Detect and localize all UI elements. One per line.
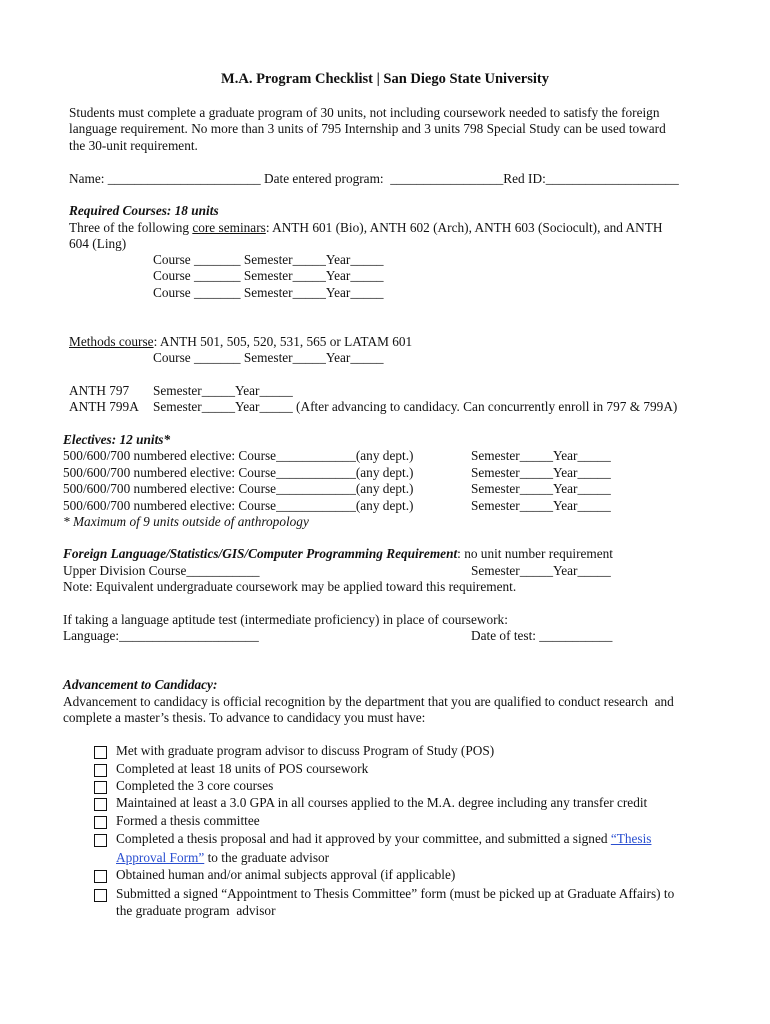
core-course-line[interactable]: Course _______ Semester_____Year_____ (153, 252, 384, 267)
elective-course-line[interactable]: 500/600/700 numbered elective: Course____________(any dept.) (63, 465, 414, 480)
required-heading: Required Courses: 18 units (69, 203, 219, 218)
thesis-approval-form-link[interactable]: “Thesis (610, 831, 652, 846)
elective-semester-line[interactable]: Semester_____Year_____ (471, 498, 611, 513)
checklist-item: Submitted a signed “Appointment to Thesis Committee” form (must be picked up at Graduate Affairs) to (116, 886, 675, 901)
checklist-item (116, 831, 651, 847)
methods-label: Methods course (69, 334, 154, 349)
checkbox[interactable] (94, 781, 107, 794)
candidacy-heading: Advancement to Candidacy: (63, 677, 218, 692)
checkbox[interactable] (94, 834, 107, 847)
elective-semester-line[interactable]: Semester_____Year_____ (471, 481, 611, 496)
anth-797-line[interactable]: Semester_____Year_____ (153, 383, 293, 398)
checklist-item: Maintained at least a 3.0 GPA in all courses applied to the M.A. degree including any transfer credit (116, 795, 648, 810)
elective-semester-line[interactable]: Semester_____Year_____ (471, 465, 611, 480)
checkbox[interactable] (94, 798, 107, 811)
methods-line (69, 334, 412, 350)
foreign-note: Note: Equivalent undergraduate coursework may be applied toward this requirement. (63, 579, 517, 594)
core-course-line[interactable]: Course _______ Semester_____Year_____ (153, 268, 384, 283)
electives-note: * Maximum of 9 units outside of anthropology (63, 514, 309, 529)
upper-division-semester-line[interactable]: Semester_____Year_____ (471, 563, 611, 578)
electives-heading: Electives: 12 units* (63, 432, 171, 447)
checkbox[interactable] (94, 816, 107, 829)
checklist-item-cont (116, 850, 329, 866)
anth-799a-line[interactable]: Semester_____Year_____ (After advancing to candidacy. Can concurrently enroll in 797 & 799A) (153, 399, 678, 414)
checklist-item: Obtained human and/or animal subjects approval (if applicable) (116, 867, 456, 882)
checkbox[interactable] (94, 870, 107, 883)
upper-division-line[interactable]: Upper Division Course___________ (63, 563, 260, 578)
thesis-approval-form-link[interactable]: Approval Form” (116, 850, 205, 865)
required-text-cont: : ANTH 601 (Bio), ANTH 602 (Arch), ANTH 603 (Sociocult), and ANTH (265, 220, 663, 235)
checklist-item-cont: the graduate program advisor (116, 903, 276, 918)
checklist-item: Met with graduate program advisor to discuss Program of Study (POS) (116, 743, 495, 758)
foreign-heading-note: : no unit number requirement (457, 546, 614, 561)
language-field-line[interactable]: Language:_____________________ (63, 628, 259, 643)
checklist-item: Completed at least 18 units of POS coursework (116, 761, 369, 776)
checkbox[interactable] (94, 889, 107, 902)
elective-course-line[interactable]: 500/600/700 numbered elective: Course____________(any dept.) (63, 498, 414, 513)
name-field-line[interactable]: Name: _______________________ Date entered program: _________________Red ID:____________________ (69, 171, 679, 186)
anth-797-code: ANTH 797 (69, 383, 130, 398)
foreign-heading-line (63, 546, 613, 562)
date-of-test-line[interactable]: Date of test: ___________ (471, 628, 613, 643)
elective-semester-line[interactable]: Semester_____Year_____ (471, 448, 611, 463)
checkbox[interactable] (94, 764, 107, 777)
checkbox[interactable] (94, 746, 107, 759)
candidacy-text-2: complete a master’s thesis. To advance to candidacy you must have: (63, 710, 426, 725)
required-line-1 (69, 220, 662, 236)
methods-course-line[interactable]: Course _______ Semester_____Year_____ (153, 350, 384, 365)
intro-line-3: the 30-unit requirement. (69, 138, 198, 153)
required-line-2: 604 (Ling) (69, 236, 127, 251)
aptitude-intro: If taking a language aptitude test (intermediate proficiency) in place of coursework: (63, 612, 508, 627)
checklist-item: Completed the 3 core courses (116, 778, 274, 793)
foreign-heading: Foreign Language/Statistics/GIS/Computer Programming Requirement (63, 546, 458, 561)
checklist-item-text: to the graduate advisor (204, 850, 330, 865)
intro-line-2: language requirement. No more than 3 units of 795 Internship and 3 units 798 Special Study can be used toward (69, 121, 666, 136)
elective-course-line[interactable]: 500/600/700 numbered elective: Course____________(any dept.) (63, 481, 414, 496)
core-seminars-text: core seminars (192, 220, 266, 235)
anth-799a-code: ANTH 799A (69, 399, 139, 414)
core-course-line[interactable]: Course _______ Semester_____Year_____ (153, 285, 384, 300)
page-title: M.A. Program Checklist | San Diego State University (221, 71, 549, 87)
checklist-item: Formed a thesis committee (116, 813, 260, 828)
required-text: Three of the following (69, 220, 193, 235)
checklist-item-text: Completed a thesis proposal and had it approved by your committee, and submitted a signed (116, 831, 611, 846)
methods-text: : ANTH 501, 505, 520, 531, 565 or LATAM 601 (153, 334, 413, 349)
intro-line-1: Students must complete a graduate program of 30 units, not including coursework needed to satisfy the foreign (69, 105, 660, 120)
candidacy-text-1: Advancement to candidacy is official recognition by the department that you are qualified to conduct research and (63, 694, 674, 709)
elective-course-line[interactable]: 500/600/700 numbered elective: Course____________(any dept.) (63, 448, 414, 463)
